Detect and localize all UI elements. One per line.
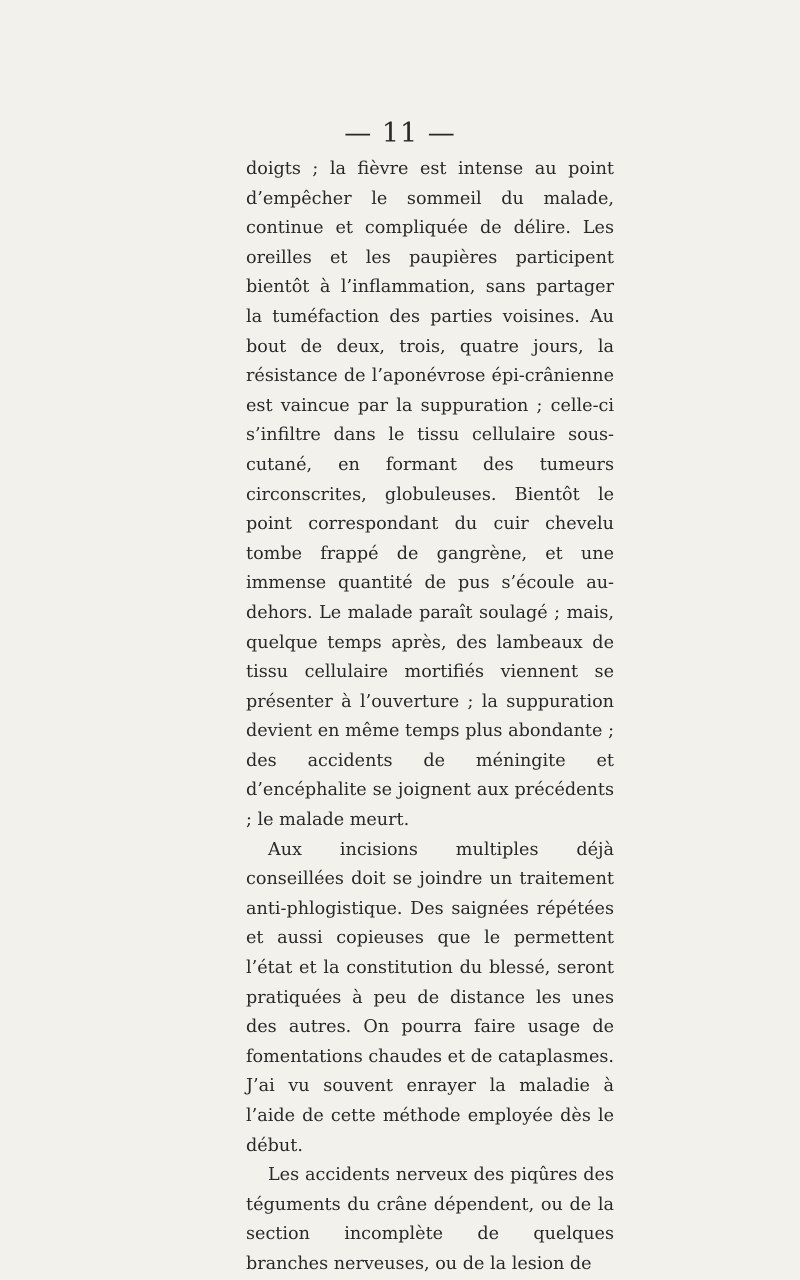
paragraph-3: Les accidents nerveux des piqûres des téguments du crâne dépendent, ou de la section incomplète de quelques branches nerveuses, ou de la lesion de (246, 1165, 614, 1274)
body-text (246, 155, 614, 1280)
page-number: — 11 — (344, 118, 456, 149)
paragraph-2: Aux incisions multiples déjà conseillées doit se joindre un traitement anti-phlogistique. Des saignées répétées et aussi copieuses que le permettent l’état et la constitution du blessé, seront pratiquées à peu de distance les unes des autres. On pourra faire usage de fomentations chaudes et de cataplasmes. J’ai vu souvent enrayer la maladie à l’aide de cette méthode employée dès le début. (246, 839, 614, 1156)
paragraph-1: doigts ; la fièvre est intense au point d’empêcher le sommeil du malade, continue et compliquée de délire. Les oreilles et les paupières participent bientôt à l’inflammation, sans partager la tuméfaction des parties voisines. Au bout de deux, trois, quatre jours, la résistance de l’aponévrose épi-crânienne est vaincue par la suppuration ; celle-ci s’infiltre dans le tissu cellulaire sous-cutané, en formant des tumeurs circonscrites, globuleuses. Bientôt le point correspondant du cuir chevelu tombe frappé de gangrène, et une immense quantité de pus s’écoule au-dehors. Le malade paraît soulagé ; mais, quelque temps après, des lambeaux de tissu cellulaire mortifiés viennent se présenter à l’ouverture ; la suppuration devient en même temps plus abondante ; des accidents de méningite et d’encéphalite se joignent aux précédents ; le malade meurt. (246, 159, 614, 831)
